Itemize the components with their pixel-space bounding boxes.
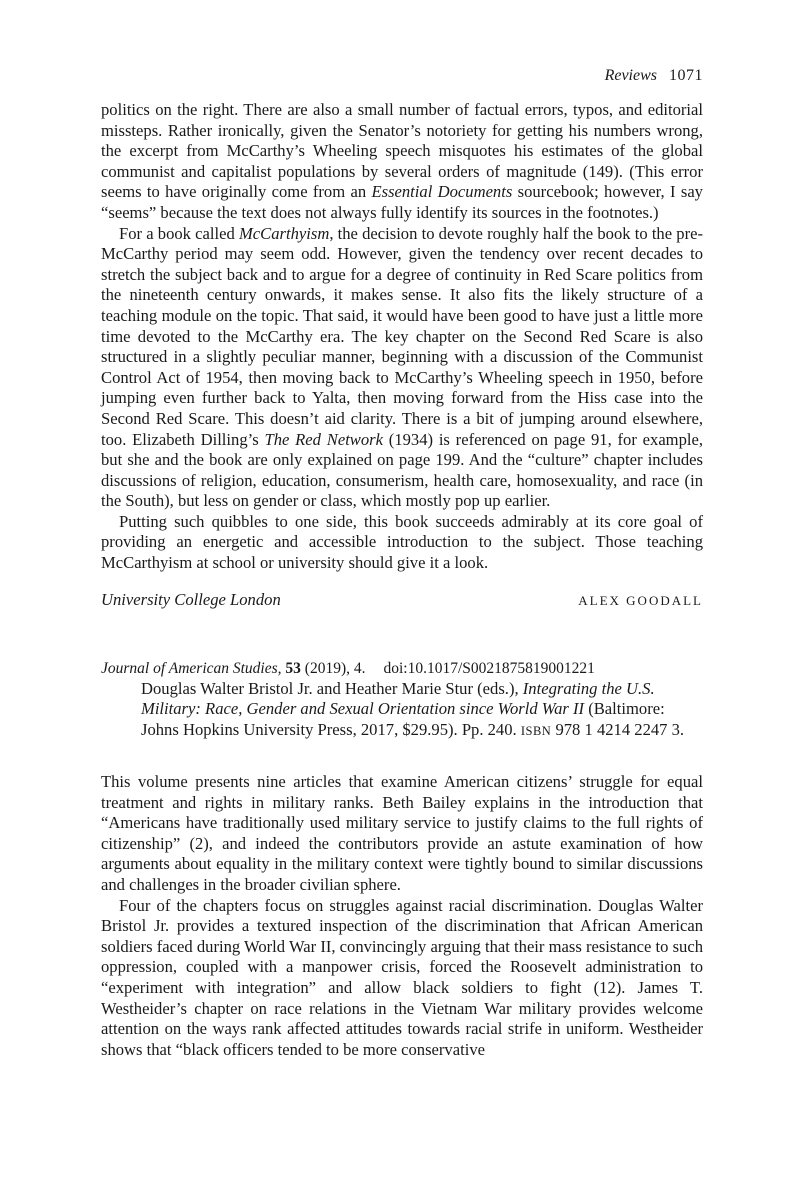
paragraph — [101, 224, 703, 512]
reviewer-name: ALEX GOODALL — [578, 592, 703, 608]
paragraph: Putting such quibbles to one side, this book succeeds admirably at its core goal of providing an energetic and accessible introduction to the subject. Those teaching McCarthyism at school or university should give it a look. — [101, 511, 703, 573]
journal-name: Journal of American Studies, — [101, 659, 282, 677]
page-number: 1071 — [669, 67, 703, 84]
journal-citation — [101, 659, 703, 679]
running-head-section: Reviews — [604, 67, 657, 84]
journal-volume: 53 — [285, 659, 301, 677]
paragraph: This volume presents nine articles that examine American citizens’ struggle for equal treatment and rights in military ranks. Beth Bailey explains in the introduction that “Americans have traditionally used military service to justify claims to the full rights of citizenship” (2), and indeed the contributors provide an astute examination of how arguments about equality in the military context were tightly bound to similar discussions and challenges in the broader civilian sphere. — [101, 772, 703, 895]
doi: doi:10.1017/S0021875819001221 — [383, 659, 595, 677]
running-head — [101, 66, 703, 100]
isbn-label: ISBN — [520, 724, 552, 739]
review-body — [101, 772, 703, 1060]
text-run: , the decision to devote roughly half the book to the pre-McCarthy period may seem odd. However, given the tendency over recent decades to stretch the subject back and to argue for a degree of continuity in Red Scare politics from the nineteenth century onwards, it makes sense. It also fits the likely structure of a teaching module on the topic. That said, it would have been good to have just a little more time devoted to the McCarthy era. The key chapter on the Second Red Scare is also structured in a slightly peculiar manner, beginning with a discussion of the Communist Control Act of 1954, then moving back to McCarthy’s Wheeling speech in 1950, before jumping even further back to Yalta, then moving forward from the Hiss case into the Second Red Scare. This doesn’t aid clarity. There is a bit of jumping around elsewhere, too. Elizabeth Dilling’s — [101, 223, 703, 449]
journal-issue: (2019), 4. — [300, 659, 366, 677]
book-editors: Douglas Walter Bristol Jr. and Heather Marie Stur (eds.), — [141, 678, 523, 698]
review-integrating-military — [101, 659, 703, 1061]
italic-title: The Red Network — [264, 429, 383, 449]
italic-title: Essential Documents — [371, 182, 513, 202]
book-bibliography — [141, 679, 703, 742]
reviewer-affiliation: University College London — [101, 589, 281, 609]
book-title: Integrating the U.S. Military: Race, Gender and Sexual Orientation since World War II — [141, 678, 655, 719]
page — [101, 66, 703, 1060]
text-run: politics on the right. There are also a small number of factual errors, typos, and editorial missteps. Rather ironically, given the Senator’s notoriety for getting his numbers wrong, the excerpt from McCarthy’s Wheeling speech misquotes his estimates of the global communist and capitalist populations by several orders of magnitude (149). (This error seems to have originally come from an — [101, 100, 703, 202]
paragraph: Four of the chapters focus on struggles against racial discrimination. Douglas Walter Bristol Jr. provides a textured inspection of the discrimination that African American soldiers faced during World War II, convincingly arguing that their mass resistance to such oppression, coupled with a manpower crisis, forced the Roosevelt administration to “experiment with integration” and allow black soldiers to fight (12). James T. Westheider’s chapter on race relations in the Vietnam War military provides welcome attention on the ways rank affected attitudes towards racial strife in uniform. Westheider shows that “black officers tended to be more conservative — [101, 895, 703, 1059]
book-publisher: (Baltimore: Johns Hopkins University Press, 2017, $29.95). Pp. 240. — [141, 699, 665, 740]
reviewer-signature — [101, 590, 703, 611]
italic-title: McCarthyism — [238, 223, 330, 243]
review-mccarthyism — [101, 100, 703, 611]
paragraph — [101, 100, 703, 224]
text-run: sourcebook; however, I say “seems” because the text does not always fully identify its sources in the footnotes.) — [101, 182, 703, 222]
isbn-number: 978 1 4214 2247 3. — [551, 720, 685, 740]
text-run: (1934) is referenced on page 91, for example, but she and the book are only explained on page 199. And the “culture” chapter includes discussions of religion, education, consumerism, health care, homosexuality, and race (in the South), but less on gender or class, which mostly pop up earlier. — [101, 429, 704, 511]
text-run: For a book called — [119, 223, 239, 243]
